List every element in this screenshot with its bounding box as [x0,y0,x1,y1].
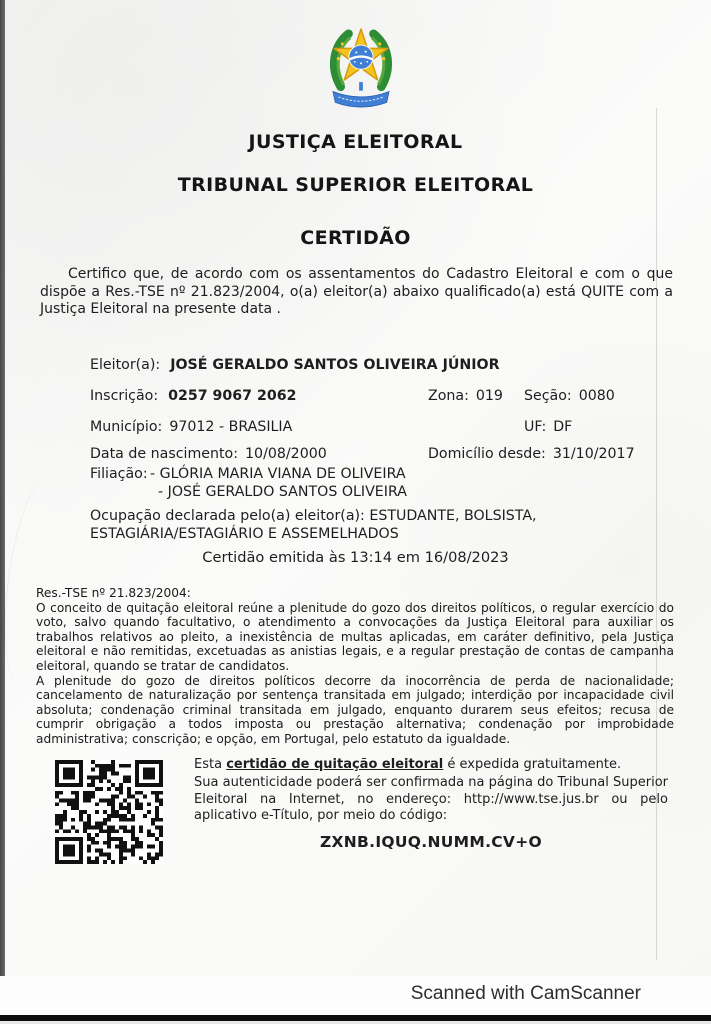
coat-of-arms-icon [322,18,400,115]
camscanner-credit: Scanned with CamScanner [410,983,641,1004]
verification-code: ZXNB.IQUQ.NUMM.CV+O [320,833,542,852]
verification-block [194,757,668,851]
field-eleitor-label: Eleitor(a): [90,357,161,373]
field-inscricao-label: Inscrição: [90,388,159,404]
field-secao-value: 0080 [578,388,615,404]
field-secao-label: Seção: [524,388,572,404]
verification-line1 [194,757,668,774]
legal-text-block [36,586,674,747]
field-eleitor [90,357,500,373]
qr-code [55,760,163,864]
verification-line1-suffix: é expedida gratuitamente. [443,757,622,772]
title-justica-eleitoral: JUSTIÇA ELEITORAL [248,131,463,153]
field-nascimento [90,446,327,462]
filiacao-father: - JOSÉ GERALDO SANTOS OLIVEIRA [158,483,407,500]
verification-instructions: Sua autenticidade poderá ser confirmada na página do Tribunal Superior Eleitoral na Internet, no endereço: http://www.tse.jus.br ou pelo aplicativo e-Título, por meio do código: [194,774,668,824]
field-zona-label: Zona: [428,388,469,404]
field-ocupacao: Ocupação declarada pelo(a) eleitor(a): ESTUDANTE, BOLSISTA, ESTAGIÁRIA/ESTAGIÁRIO E ASSEMELHADOS [90,508,537,542]
legal-paragraph-1: O conceito de quitação eleitoral reúne a plenitude do gozo dos direitos políticos, o regular exercício do voto, salvo quando facultativo, o atendimento a convocações da Justiça Eleitoral para auxiliar os trabalhos relativos ao pleito, a inexistência de multas aplicadas, em caráter definitivo, pela Justiça eleitoral e não remitidas, excetuadas as anistias legais, e a regular prestação de contas de campanha eleitoral, quando se tratar de candidatos. [36,600,674,673]
verification-line1-emphasis: certidão de quitação eleitoral [226,757,444,772]
field-filiacao-values [150,466,407,501]
field-municipio-label: Município: [90,419,163,435]
title-certidao: CERTIDÃO [300,227,411,249]
legal-paragraph-2: A plenitude do gozo de direitos políticos decorre da inocorrência de perda de nacionalidade; cancelamento de naturalização por sentença transitada em julgado; interdição por incapacidade civil absoluta; condenação criminal transitada em julgado, enquanto durarem seus efeitos; recusa de cumprir obrigação a todos imposta ou prestação alternativa; condenação por improbidade administrativa; conscrição; e opção, em Portugal, pelo estatuto da igualdade. [36,673,674,746]
field-nascimento-label: Data de nascimento: [90,446,239,462]
certification-paragraph: Certifico que, de acordo com os assentamentos do Cadastro Eleitoral e com o que dispõe a Res.-TSE nº 21.823/2004, o(a) eleitor(a) abaixo qualificado(a) está QUITE com a Justiça Eleitoral na presente data . [40,266,673,318]
field-secao [524,388,615,404]
field-zona-value: 019 [475,388,503,404]
legal-heading: Res.-TSE nº 21.823/2004: [36,586,191,600]
field-municipio [90,419,292,435]
field-domicilio-value: 31/10/2017 [552,446,635,462]
field-inscricao [90,388,296,404]
verification-line1-prefix: Esta [194,757,227,772]
field-uf-value: DF [553,419,573,435]
field-filiacao-label: Filiação: [90,466,148,482]
field-uf [524,419,572,435]
field-eleitor-value: JOSÉ GERALDO SANTOS OLIVEIRA JÚNIOR [170,357,500,373]
field-municipio-value: 97012 - BRASILIA [169,419,293,435]
field-domicilio-label: Domicílio desde: [428,446,546,462]
field-domicilio [428,446,635,462]
title-tribunal-superior-eleitoral: TRIBUNAL SUPERIOR ELEITORAL [177,174,534,196]
camscanner-footer [0,976,711,1024]
field-nascimento-value: 10/08/2000 [245,446,327,462]
emission-timestamp: Certidão emitida às 13:14 em 16/08/2023 [202,549,509,566]
filiacao-mother: - GLÓRIA MARIA VIANA DE OLIVEIRA [150,466,406,482]
field-zona [428,388,503,404]
scan-edge-artifact [0,0,5,1024]
field-inscricao-value: 0257 9067 2062 [168,388,297,404]
field-uf-label: UF: [524,419,547,435]
